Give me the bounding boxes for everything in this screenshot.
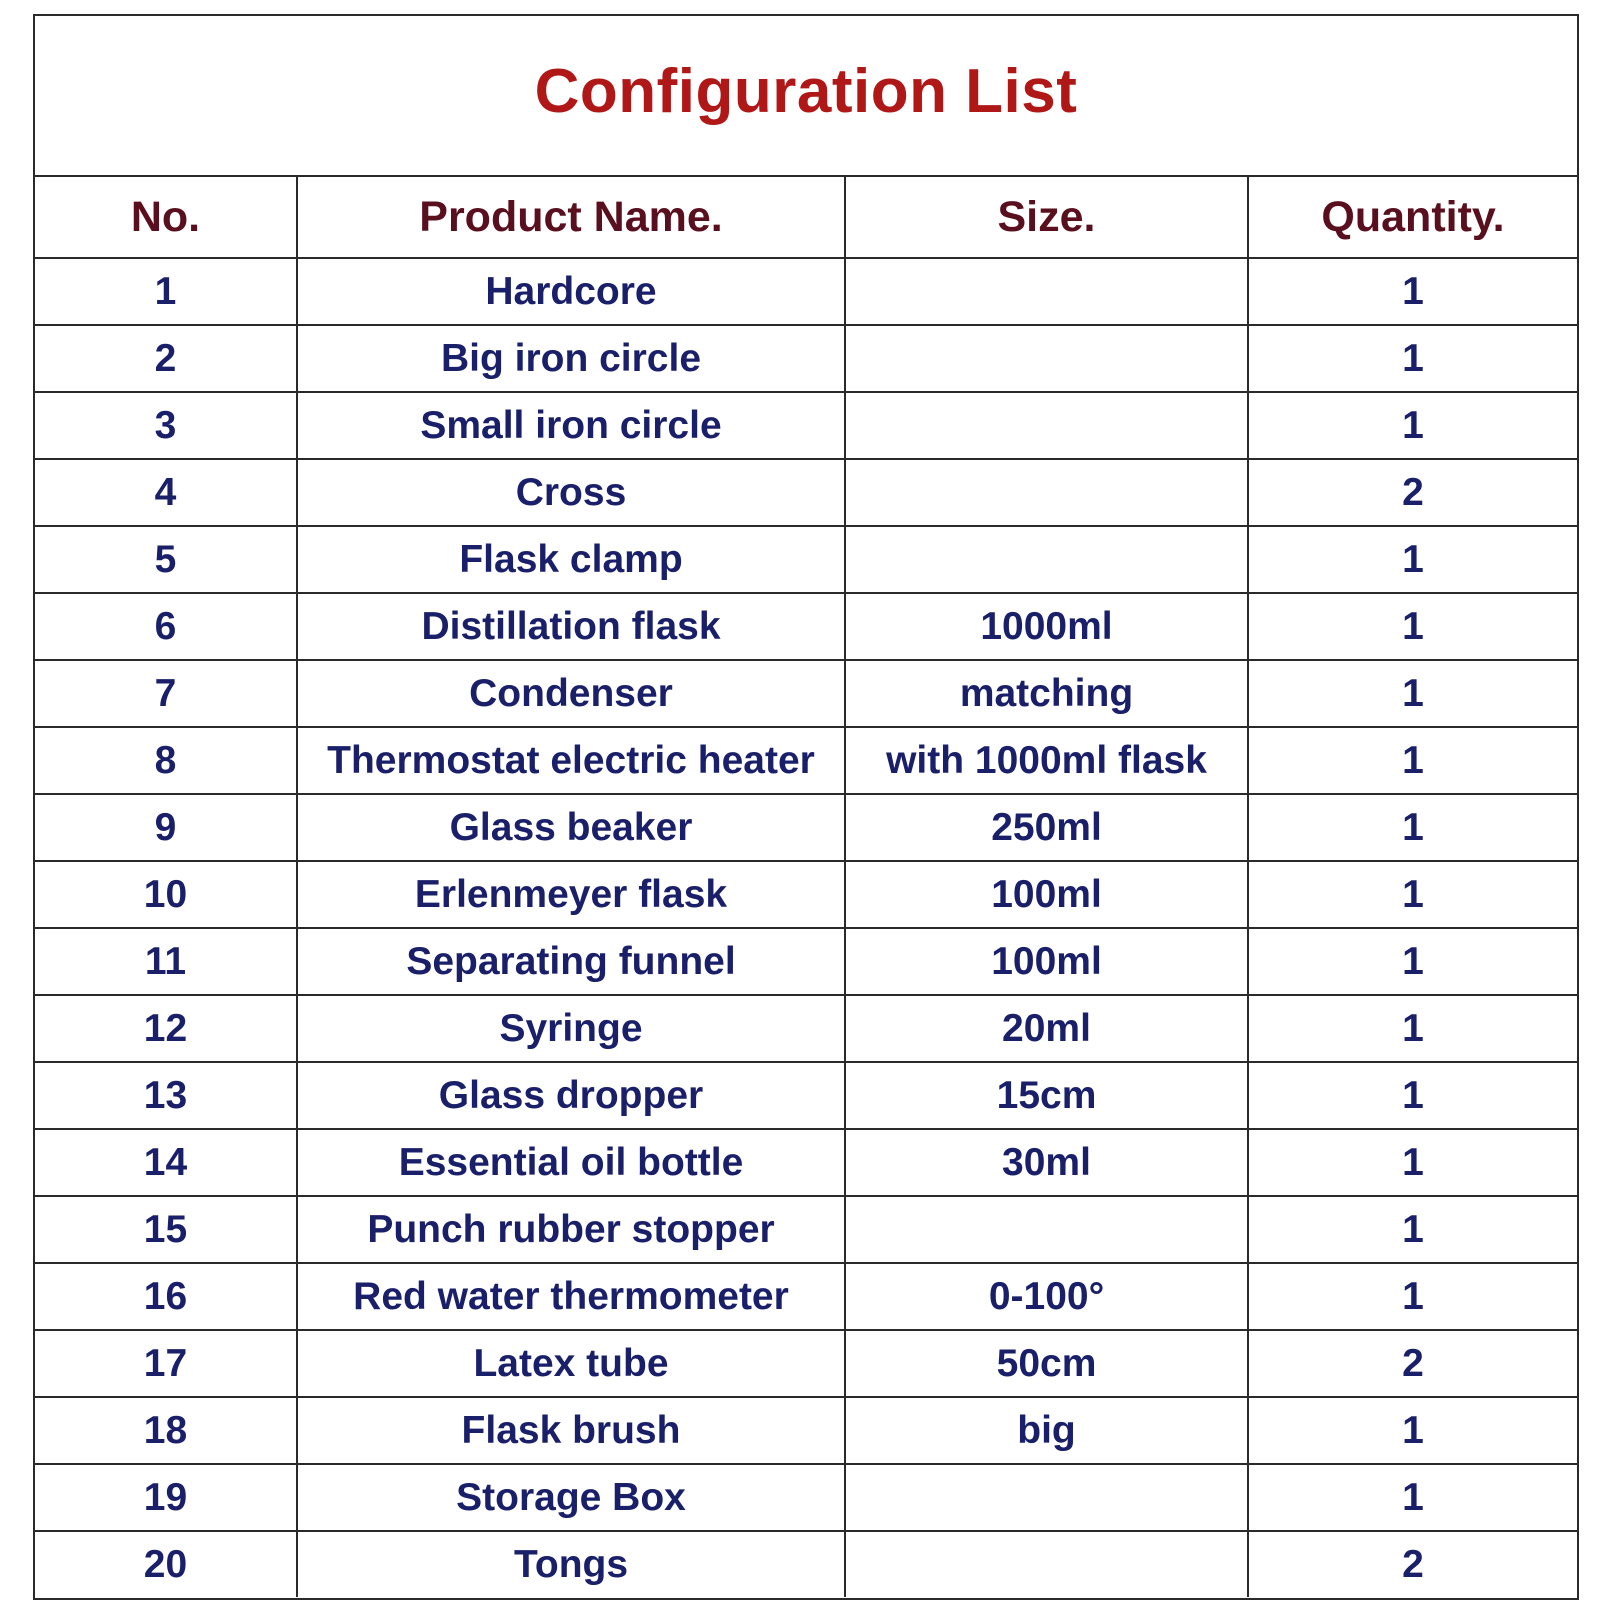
table-row <box>35 727 1577 794</box>
cell-size <box>845 1196 1248 1263</box>
cell-size <box>845 1464 1248 1531</box>
cell-quantity: 1 <box>1248 392 1577 459</box>
cell-quantity: 1 <box>1248 794 1577 861</box>
cell-no: 11 <box>35 928 297 995</box>
cell-size: 30ml <box>845 1129 1248 1196</box>
header-quantity: Quantity. <box>1248 177 1577 258</box>
cell-size: 15cm <box>845 1062 1248 1129</box>
table-row <box>35 1196 1577 1263</box>
cell-no: 5 <box>35 526 297 593</box>
header-no: No. <box>35 177 297 258</box>
cell-quantity: 1 <box>1248 861 1577 928</box>
cell-size: 250ml <box>845 794 1248 861</box>
cell-quantity: 1 <box>1248 1397 1577 1464</box>
cell-no: 20 <box>35 1531 297 1597</box>
cell-product-name: Thermostat electric heater <box>297 727 845 794</box>
table-row <box>35 1397 1577 1464</box>
table-row <box>35 995 1577 1062</box>
table-row <box>35 1464 1577 1531</box>
cell-size: 20ml <box>845 995 1248 1062</box>
cell-product-name: Big iron circle <box>297 325 845 392</box>
cell-no: 13 <box>35 1062 297 1129</box>
cell-no: 7 <box>35 660 297 727</box>
cell-product-name: Cross <box>297 459 845 526</box>
cell-size: with 1000ml flask <box>845 727 1248 794</box>
cell-quantity: 1 <box>1248 593 1577 660</box>
cell-no: 18 <box>35 1397 297 1464</box>
cell-size: 100ml <box>845 928 1248 995</box>
cell-quantity: 1 <box>1248 325 1577 392</box>
header-size: Size. <box>845 177 1248 258</box>
table-body <box>35 258 1577 1597</box>
cell-product-name: Glass dropper <box>297 1062 845 1129</box>
table-row <box>35 459 1577 526</box>
page-title: Configuration List <box>534 57 1078 126</box>
cell-quantity: 2 <box>1248 459 1577 526</box>
cell-product-name: Hardcore <box>297 258 845 325</box>
table-row <box>35 1129 1577 1196</box>
cell-quantity: 1 <box>1248 995 1577 1062</box>
title-box <box>35 16 1577 177</box>
cell-no: 10 <box>35 861 297 928</box>
table-row <box>35 392 1577 459</box>
cell-no: 16 <box>35 1263 297 1330</box>
cell-size: big <box>845 1397 1248 1464</box>
cell-no: 2 <box>35 325 297 392</box>
cell-no: 8 <box>35 727 297 794</box>
cell-size <box>845 1531 1248 1597</box>
table-row <box>35 325 1577 392</box>
cell-no: 12 <box>35 995 297 1062</box>
table-row <box>35 794 1577 861</box>
configuration-sheet <box>33 14 1579 1600</box>
table-row <box>35 861 1577 928</box>
cell-size <box>845 258 1248 325</box>
table-row <box>35 258 1577 325</box>
configuration-table <box>35 177 1577 1597</box>
cell-quantity: 1 <box>1248 526 1577 593</box>
header-product-name: Product Name. <box>297 177 845 258</box>
table-row <box>35 1531 1577 1597</box>
cell-size <box>845 392 1248 459</box>
cell-size <box>845 325 1248 392</box>
cell-size <box>845 459 1248 526</box>
cell-size: 1000ml <box>845 593 1248 660</box>
cell-product-name: Separating funnel <box>297 928 845 995</box>
cell-product-name: Storage Box <box>297 1464 845 1531</box>
cell-size: 100ml <box>845 861 1248 928</box>
cell-quantity: 1 <box>1248 660 1577 727</box>
header-row <box>35 177 1577 258</box>
cell-no: 6 <box>35 593 297 660</box>
cell-size: 50cm <box>845 1330 1248 1397</box>
cell-product-name: Condenser <box>297 660 845 727</box>
table-row <box>35 526 1577 593</box>
cell-quantity: 1 <box>1248 727 1577 794</box>
cell-product-name: Flask brush <box>297 1397 845 1464</box>
cell-quantity: 1 <box>1248 1464 1577 1531</box>
cell-quantity: 2 <box>1248 1330 1577 1397</box>
cell-product-name: Red water thermometer <box>297 1263 845 1330</box>
cell-no: 19 <box>35 1464 297 1531</box>
cell-size: matching <box>845 660 1248 727</box>
cell-product-name: Flask clamp <box>297 526 845 593</box>
cell-product-name: Latex tube <box>297 1330 845 1397</box>
table-row <box>35 928 1577 995</box>
cell-product-name: Erlenmeyer flask <box>297 861 845 928</box>
cell-size: 0-100° <box>845 1263 1248 1330</box>
table-row <box>35 1062 1577 1129</box>
cell-no: 9 <box>35 794 297 861</box>
cell-no: 4 <box>35 459 297 526</box>
cell-quantity: 1 <box>1248 1129 1577 1196</box>
cell-product-name: Small iron circle <box>297 392 845 459</box>
table-row <box>35 1263 1577 1330</box>
cell-quantity: 1 <box>1248 1062 1577 1129</box>
cell-product-name: Glass beaker <box>297 794 845 861</box>
cell-quantity: 2 <box>1248 1531 1577 1597</box>
table-row <box>35 660 1577 727</box>
cell-quantity: 1 <box>1248 258 1577 325</box>
cell-size <box>845 526 1248 593</box>
cell-product-name: Distillation flask <box>297 593 845 660</box>
cell-no: 1 <box>35 258 297 325</box>
cell-product-name: Syringe <box>297 995 845 1062</box>
cell-no: 3 <box>35 392 297 459</box>
cell-no: 17 <box>35 1330 297 1397</box>
table-row <box>35 1330 1577 1397</box>
cell-no: 14 <box>35 1129 297 1196</box>
cell-quantity: 1 <box>1248 1196 1577 1263</box>
cell-product-name: Punch rubber stopper <box>297 1196 845 1263</box>
cell-no: 15 <box>35 1196 297 1263</box>
table-row <box>35 593 1577 660</box>
cell-product-name: Essential oil bottle <box>297 1129 845 1196</box>
cell-product-name: Tongs <box>297 1531 845 1597</box>
cell-quantity: 1 <box>1248 1263 1577 1330</box>
cell-quantity: 1 <box>1248 928 1577 995</box>
